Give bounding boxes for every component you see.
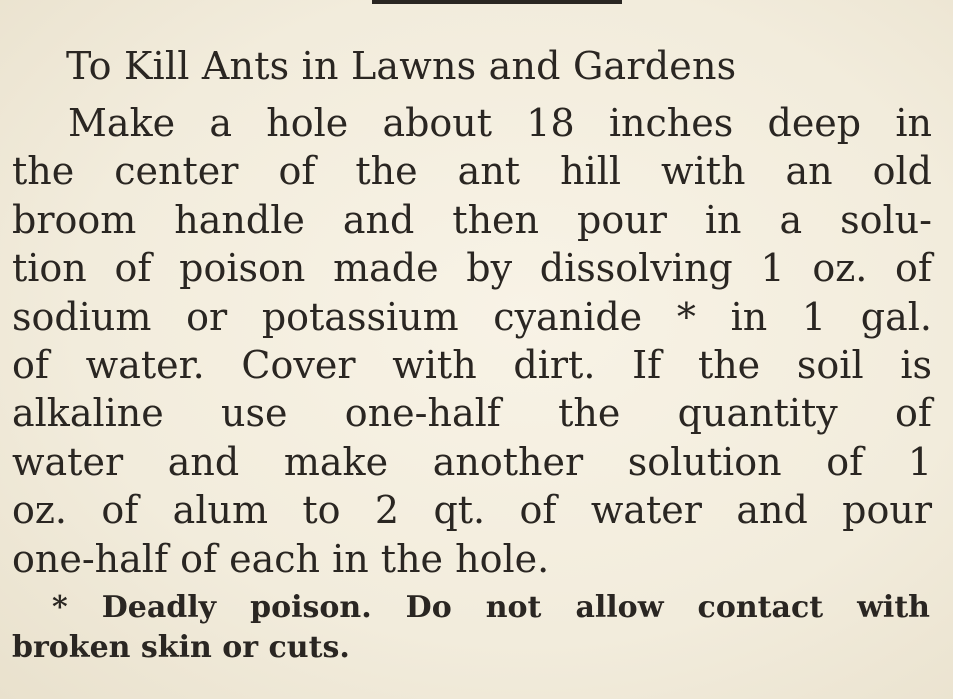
footnote-line-1: * Deadly poison. Do not allow contact with <box>52 590 930 625</box>
body-line-2: the center of the ant hill with an old <box>12 149 932 194</box>
top-rule <box>372 0 622 4</box>
footnote-line-2: broken skin or cuts. <box>12 630 350 665</box>
body-line-10: one-half of each in the hole. <box>12 536 550 581</box>
footnote <box>12 588 930 668</box>
body-line-3: broom handle and then pour in a solu- <box>12 197 932 242</box>
body-line-1: Make a hole about 18 inches deep in <box>68 101 932 145</box>
article-body <box>12 99 932 583</box>
body-line-5: sodium or potassium cyanide * in 1 gal. <box>12 294 932 339</box>
body-line-8: water and make another solution of 1 <box>12 439 932 484</box>
body-line-9: oz. of alum to 2 qt. of water and pour <box>12 488 932 533</box>
body-line-6: of water. Cover with dirt. If the soil is <box>12 343 932 388</box>
body-line-7: alkaline use one-half the quantity of <box>12 391 932 436</box>
body-line-4: tion of poison made by dissolving 1 oz. of <box>12 246 932 291</box>
article-heading: To Kill Ants in Lawns and Gardens <box>66 44 737 88</box>
